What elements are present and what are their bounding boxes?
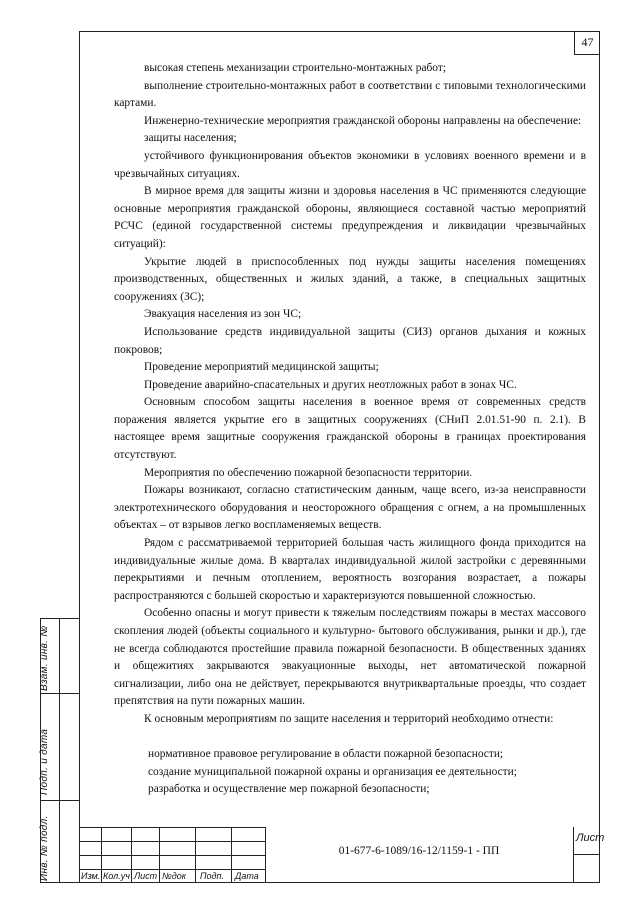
paragraph: Основным способом защиты населения в военное время от современных средств поражения является укрытие его в защитных сооружениях (СНиП 2.01.51-90 п. 2.1). В настоящее время защитные сооружения гражданской обороны в границах проектирования отсутствуют.	[114, 396, 586, 462]
side-stamp	[40, 618, 79, 883]
paragraph: Проведение аварийно-спасательных и других неотложных работ в зонах ЧС.	[144, 378, 517, 391]
paragraph: защиты населения;	[144, 132, 237, 145]
sheet-label: Лист	[576, 832, 605, 844]
title-block-line	[159, 827, 160, 883]
paragraph: устойчивого функционирования объектов экономики в условиях военного времени и в чрезвычайных ситуациях.	[114, 149, 586, 180]
title-block-line	[101, 827, 102, 883]
paragraph: выполнение строительно-монтажных работ в соответствии с типовыми технологическими картами.	[114, 79, 586, 110]
paragraph: Рядом с рассматриваемой территорией большая часть жилищного фонда приходится на индивидуальные жилые дома. В кварталах индивидуальной жилой застройки с деревянными перекрытиями и печным отоплением, вероятность возгорания возрастает, а пожары распространяются с большей скоростью и характеризуются повышенной сложностью.	[114, 537, 586, 602]
paragraph: Мероприятия по обеспечению пожарной безопасности территории.	[144, 466, 473, 479]
col-data: Дата	[235, 871, 259, 881]
col-list: Лист	[134, 871, 158, 881]
title-block-line	[79, 827, 265, 828]
title-block-line	[79, 855, 265, 856]
document-body	[114, 60, 586, 799]
col-izm: Изм.	[81, 871, 101, 881]
page-number: 47	[574, 31, 600, 55]
podp-data-label: Подп. и дата	[39, 728, 50, 795]
col-ndok: №док	[162, 871, 186, 881]
paragraph: Проведение мероприятий медицинской защиты;	[144, 361, 379, 374]
paragraph: высокая степень механизации строительно-монтажных работ;	[144, 62, 446, 74]
paragraph: Особенно опасны и могут привести к тяжелым последствиям пожары в местах массового скопления людей (объекты социального и культурно- бытового обслуживания, рынки и др.), где не всегда соблюдаются простейшие правила пожарной безопасности. В общественных зданиях и общежитиях закрываются эвакуационные выходы, нет автоматической пожарной сигнализации, либо она не действует, перекрываются внутриквартальные проезды, что создает препятствия на пути пожарных машин.	[114, 607, 586, 708]
title-block	[79, 827, 605, 883]
title-block-line	[195, 827, 196, 883]
title-block-line	[79, 841, 265, 842]
paragraph: В мирное время для защиты жизни и здоровья населения в ЧС применяются следующие основные мероприятия гражданской обороны, являющиеся составной частью мероприятий РСЧС (единой государственной системы предупреждения и ликвидации чрезвычайных ситуаций):	[114, 185, 586, 250]
title-block-line	[131, 827, 132, 883]
col-koluch: Кол.уч	[103, 871, 130, 881]
title-block-line	[79, 869, 265, 870]
paragraph: создание муниципальной пожарной охраны и организация ее деятельности;	[148, 765, 517, 778]
paragraph: Пожары возникают, согласно статистическим данным, чаще всего, из-за неисправности электротехнического оборудования и неосторожного обращения с огнем, а на промышленных объектах – от взрывов легко воспламеняемых веществ.	[114, 484, 586, 532]
vzam-inv-label: Взам. инв. №	[39, 625, 50, 691]
paragraph: разработка и осуществление мер пожарной безопасности;	[148, 783, 430, 796]
paragraph: Использование средств индивидуальной защиты (СИЗ) органов дыхания и кожных покровов;	[114, 325, 586, 356]
inv-podl-label: Инв. № подл.	[39, 815, 50, 881]
title-block-line	[231, 827, 232, 883]
col-podp: Подп.	[200, 871, 224, 881]
document-code: 01-677-6-1089/16-12/1159-1 - ПП	[338, 845, 500, 857]
paragraph: нормативное правовое регулирование в области пожарной безопасности;	[148, 748, 504, 761]
paragraph: Укрытие людей в приспособленных под нужды защиты населения помещениях производственных, общественных и жилых зданий, а также, в специальных защитных сооружениях (ЗС);	[114, 255, 586, 303]
paragraph: К основным мероприятиям по защите населения и территорий необходимо отнести:	[144, 712, 554, 725]
paragraph: Эвакуация населения из зон ЧС;	[144, 308, 302, 321]
paragraph: Инженерно-технические мероприятия гражданской обороны направлены на обеспечение:	[144, 114, 582, 127]
